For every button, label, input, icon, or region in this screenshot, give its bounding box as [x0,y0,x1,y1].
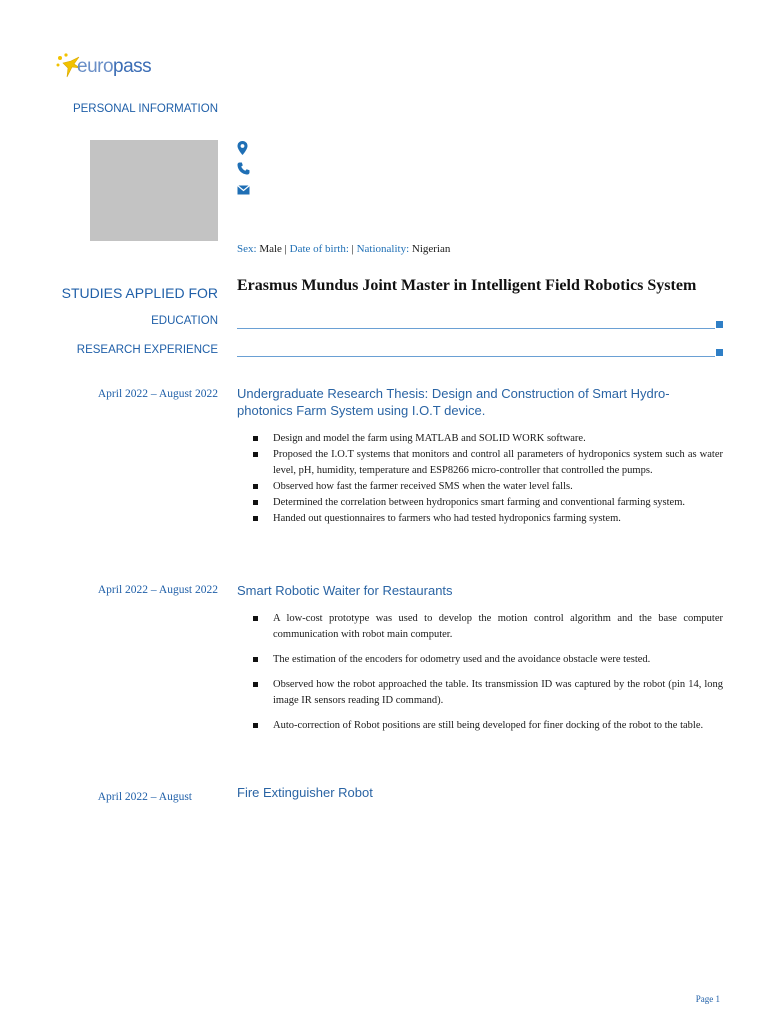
dob-label: Date of birth: [289,243,349,255]
list-item: Handed out questionnaires to farmers who had tested hydroponics farming system. [249,511,723,527]
studies-applied-for-heading: STUDIES APPLIED FOR [61,285,218,301]
list-item: Design and model the farm using MATLAB and SOLID WORK software. [249,431,723,447]
research-divider [237,356,715,357]
nationality-value: Nigerian [411,243,451,255]
entry-title: Smart Robotic Waiter for Restaurants [237,583,453,598]
entry-date: April 2022 – August 2022 [97,388,218,400]
sex-value: Male [259,243,282,255]
separator: | [284,243,287,255]
entry-title: Fire Extinguisher Robot [237,785,373,800]
entry-bullet-list [249,611,723,743]
list-item: Proposed the I.O.T systems that monitors and control all parameters of hydroponics system such as water level, pH, humidity, temperature and ESP8266 micro-controller that controlled the pumps. [249,447,723,479]
envelope-icon [237,184,251,198]
education-divider-end [716,321,723,328]
nationality-label: Nationality: [356,243,410,255]
phone-icon [237,162,251,176]
research-experience-heading: RESEARCH EXPERIENCE [76,344,218,356]
personal-information-heading: PERSONAL INFORMATION [72,103,218,115]
education-divider [237,328,715,329]
entry-bullet-list [249,431,723,527]
personal-details-line [237,243,450,255]
page-number: Page 1 [695,994,720,1004]
map-marker-icon [237,141,251,155]
list-item: Observed how fast the farmer received SMS when the water level falls. [249,479,723,495]
list-item: Auto-correction of Robot positions are still being developed for finer docking of the robot to the table. [249,718,723,734]
europass-wordmark: europass [77,56,152,77]
entry-date: April 2022 – August 2022 [97,584,218,596]
sex-label: Sex: [237,243,257,255]
entry-title: Undergraduate Research Thesis: Design and Construction of Smart Hydro-photonics Farm System using I.O.T device. [237,386,670,418]
list-item: Observed how the robot approached the table. Its transmission ID was captured by the robot (pin 14, long image IR sensors reading ID command). [249,677,723,709]
separator: | [351,243,354,255]
europass-logo [55,52,165,84]
list-item: The estimation of the encoders for odometry used and the avoidance obstacle were tested. [249,652,723,668]
list-item: A low-cost prototype was used to develop the motion control algorithm and the base computer communication with robot main computer. [249,611,723,643]
profile-photo [90,140,218,241]
education-heading: EDUCATION [151,315,218,327]
list-item: Determined the correlation between hydroponics smart farming and conventional farming system. [249,495,723,511]
research-divider-end [716,349,723,356]
applied-program-title: Erasmus Mundus Joint Master in Intelligent Field Robotics System [237,277,697,294]
entry-date: April 2022 – August [97,791,192,803]
